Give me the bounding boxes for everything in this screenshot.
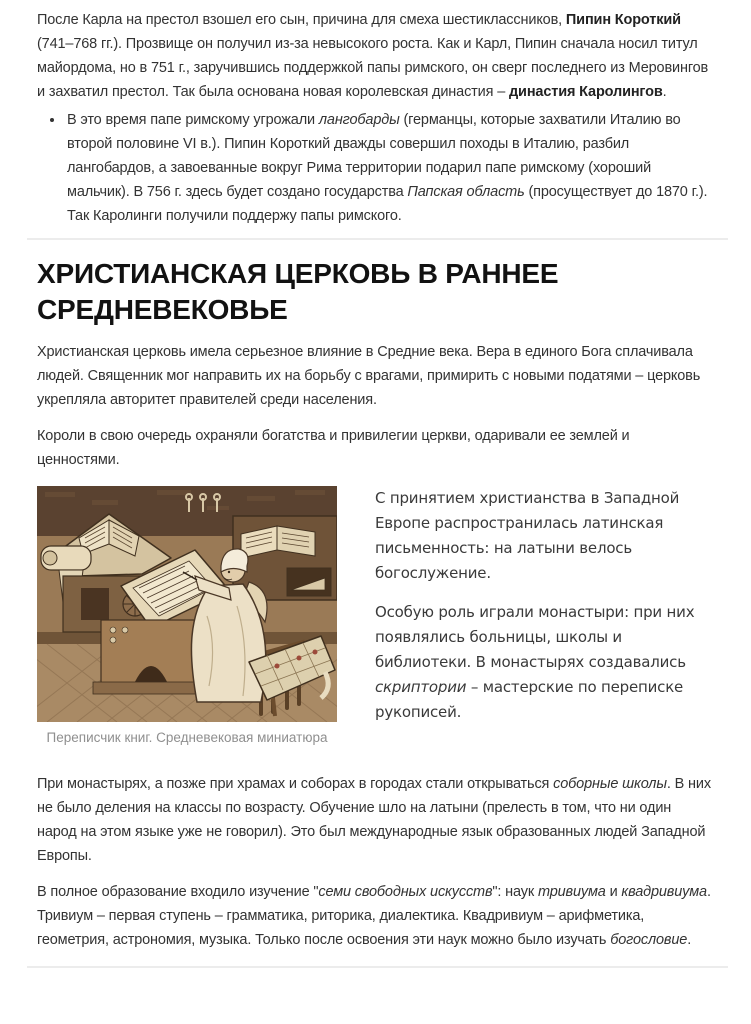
section-divider-top bbox=[27, 238, 728, 240]
scribe-miniature-image bbox=[37, 486, 337, 722]
cathedral-schools-paragraph: При монастырях, а позже при храмах и соборах в городах стали открываться соборные школы. В них не было деления на классы по возрасту. Обучение шло на латыни (прелесть в том, что ни один народ на этом языке уже не говорил). Это был международные язык образованных людей Западной Европы. bbox=[37, 776, 711, 864]
latin-literacy-paragraph: С принятием христианства в Западной Европе распространилась латинская письменность: на латыни велось богослужение. bbox=[375, 489, 680, 582]
figure-caption: Переписчик книг. Средневековая миниатюра bbox=[46, 730, 328, 745]
kings-paragraph: Короли в свою очередь охраняли богатства и привилегии церкви, одаривали ее землей и ценностями. bbox=[37, 428, 630, 468]
scribe-illustration bbox=[37, 486, 337, 722]
scribe-figure bbox=[37, 486, 337, 746]
intro-bullet-list bbox=[37, 108, 714, 228]
intro-paragraph: После Карла на престол взошел его сын, причина для смеха шестиклассников, Пипин Короткий (741–768 гг.). Прозвище он получил из-за невысокого роста. Как и Карл, Пипин сначала носил титул майордома, но в 751 г., заручившись поддержкой папы римского, он сверг последнего из Меровингов и захватил престол. Так была основана новая королевская династия – династия Каролингов. bbox=[37, 12, 709, 100]
church-influence-paragraph: Христианская церковь имела серьезное влияние в Средние века. Вера в единого Бога сплачивала людей. Священник мог направить их на борьбу с врагами, примирить с новыми податями – церковь укрепляла авторитет правителей среди населения. bbox=[37, 344, 701, 408]
figure-side-text bbox=[375, 486, 714, 725]
section-divider-bottom bbox=[27, 966, 728, 968]
figure-row bbox=[37, 486, 714, 746]
section-heading: ХРИСТИАНСКАЯ ЦЕРКОВЬ В РАННЕЕ СРЕДНЕВЕКОВЬЕ bbox=[37, 258, 559, 325]
bullet-item-lombards: • В это время папе римскому угрожали лангобарды (германцы, которые захватили Италию во второй половине VI в.). Пипин Короткий дважды совершил походы в Италию, разбил лангобардов, а завоеванные вокруг Рима территории подарил папе римскому (хороший мальчик). В 756 г. здесь будет создано государства Папская область (просуществует до 1870 г.). Так Каролинги получили поддержу папы римского. bbox=[65, 108, 714, 228]
liberal-arts-paragraph: В полное образование входило изучение "семи свободных искусств": наук тривиума и квадривиума. Тривиум – первая ступень – грамматика, риторика, диалектика. Квадривиум – арифметика, геометрия, астрономия, музыка. Только после освоения эти наук можно было изучать богословие. bbox=[37, 884, 711, 948]
monasteries-paragraph: Особую роль играли монастыри: при них появлялись больницы, школы и библиотеки. В монастырях создавались скриптории – мастерские по переписке рукописей. bbox=[375, 603, 695, 721]
